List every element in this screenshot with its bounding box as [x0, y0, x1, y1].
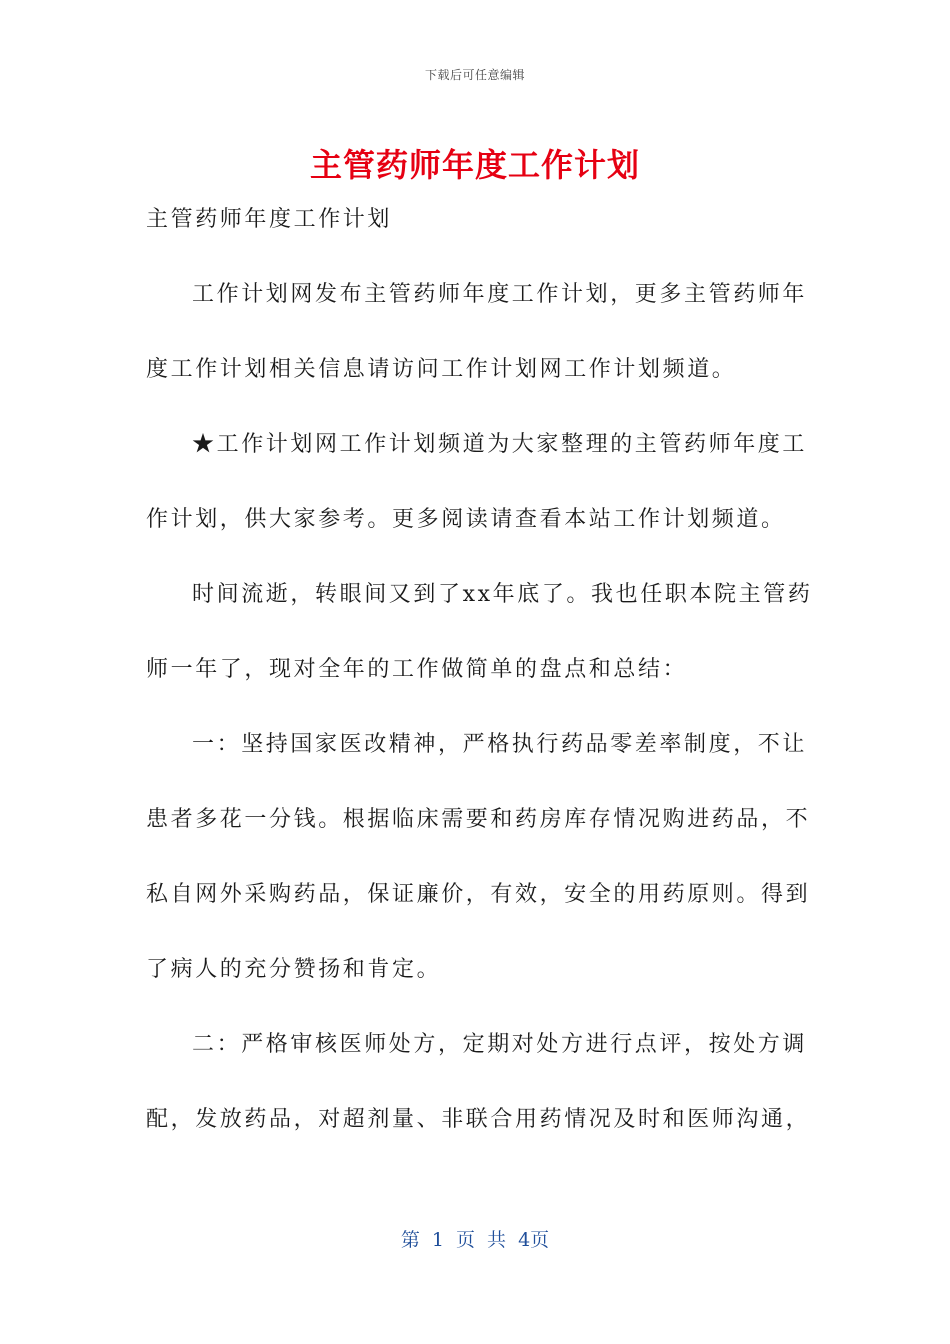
paragraph-line: 作计划，供大家参考。更多阅读请查看本站工作计划频道。	[146, 507, 786, 532]
document-title: 主管药师年度工作计划	[309, 146, 640, 184]
document-body	[146, 196, 813, 1171]
paragraph-line: 师一年了，现对全年的工作做简单的盘点和总结：	[146, 657, 688, 682]
paragraph-line: 了病人的充分赞扬和肯定。	[146, 957, 442, 982]
paragraph-line: 私自网外采购药品，保证廉价，有效，安全的用药原则。得到	[146, 882, 811, 907]
paragraph-line: 患者多花一分钱。根据临床需要和药房库存情况购进药品，不	[146, 807, 811, 832]
page-footer: 第 1 页 共 4页	[400, 1229, 550, 1251]
paragraph-line: 工作计划网发布主管药师年度工作计划，更多主管药师年	[192, 282, 808, 307]
paragraph-line: 配，发放药品，对超剂量、非联合用药情况及时和医师沟通，	[146, 1107, 811, 1132]
subtitle-line: 主管药师年度工作计划	[146, 207, 393, 232]
paragraph-line: 时间流逝，转眼间又到了xx年底了。我也任职本院主管药	[192, 582, 813, 607]
paragraph-line: 度工作计划相关信息请访问工作计划网工作计划频道。	[146, 357, 737, 382]
paragraph-line: 一：坚持国家医改精神，严格执行药品零差率制度，不让	[192, 732, 808, 757]
paragraph-line: 二：严格审核医师处方，定期对处方进行点评，按处方调	[192, 1032, 808, 1057]
header-note: 下载后可任意编辑	[424, 68, 525, 82]
paragraph-line: ★工作计划网工作计划频道为大家整理的主管药师年度工	[192, 432, 808, 457]
